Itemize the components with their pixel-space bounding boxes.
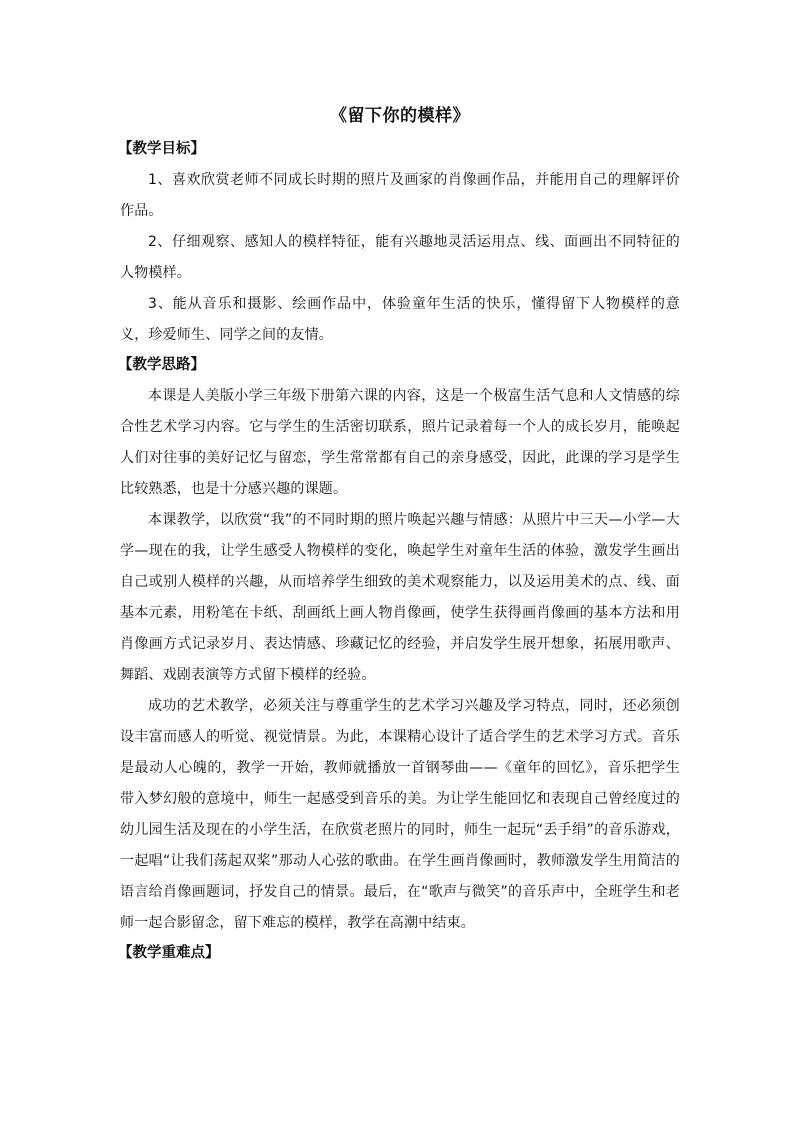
section-heading-approach: 【教学思路】 xyxy=(118,357,205,373)
approach-paragraph-1: 本课是人美版小学三年级下册第六课的内容，这是一个极富生活气息和人文情感的综合性艺术学习内容。它与学生的生活密切联系，照片记录着每一个人的成长岁月，能唤起人们对往事的美好记忆与留恋，学生常常都有自己的亲身感受，因此，此课的学习是学生比较熟悉，也是十分感兴趣的课题。 xyxy=(120,388,680,497)
document-title: 《留下你的模样》 xyxy=(330,106,470,126)
objective-paragraph-3: 3、能从音乐和摄影、绘画作品中，体验童年生活的快乐，懂得留下人物模样的意义，珍爱师生、同学之间的友情。 xyxy=(120,296,680,343)
approach-paragraph-3: 成功的艺术教学，必须关注与尊重学生的艺术学习兴趣及学习特点，同时，还必须创设丰富而感人的听觉、视觉情景。为此，本课精心设计了适合学生的艺术学习方式。音乐是最动人心魄的，教学一开始，教师就播放一首钢琴曲——《童年的回忆》，音乐把学生带入梦幻般的意境中，师生一起感受到音乐的美。为让学生能回忆和表现自己曾经度过的幼儿园生活及现在的小学生活，在欣赏老照片的同时，师生一起玩“丢手绢”的音乐游戏，一起唱“让我们荡起双桨”那动人心弦的歌曲。在学生画肖像画时，教师激发学生用简洁的语言给肖像画题词，抒发自己的情景。最后，在“歌声与微笑”的音乐声中，全班学生和老师一起合影留念，留下难忘的模样，教学在高潮中结束。 xyxy=(120,698,680,931)
approach-paragraph-2: 本课教学，以欣赏“我”的不同时期的照片唤起兴趣与情感：从照片中三天—小学—大学—现在的我，让学生感受人物模样的变化，唤起学生对童年生活的体验，激发学生画出自己或别人模样的兴趣，从而培养学生细致的美术观察能力，以及运用美术的点、线、面基本元素，用粉笔在卡纸、刮画纸上画人物肖像画，使学生获得画肖像画的基本方法和用肖像画方式记录岁月、表达情感、珍藏记忆的经验，并启发学生展开想象，拓展用歌声、舞蹈、戏剧表演等方式留下模样的经验。 xyxy=(120,512,680,683)
document-content xyxy=(120,101,680,969)
objective-paragraph-1: 1、喜欢欣赏老师不同成长时期的照片及画家的肖像画作品，并能用自己的理解评价作品。 xyxy=(120,172,680,219)
section-heading-key-points: 【教学重难点】 xyxy=(118,945,220,961)
section-heading-objectives: 【教学目标】 xyxy=(118,141,205,157)
objective-paragraph-2: 2、仔细观察、感知人的模样特征，能有兴趣地灵活运用点、线、面画出不同特征的人物模样。 xyxy=(120,234,680,281)
